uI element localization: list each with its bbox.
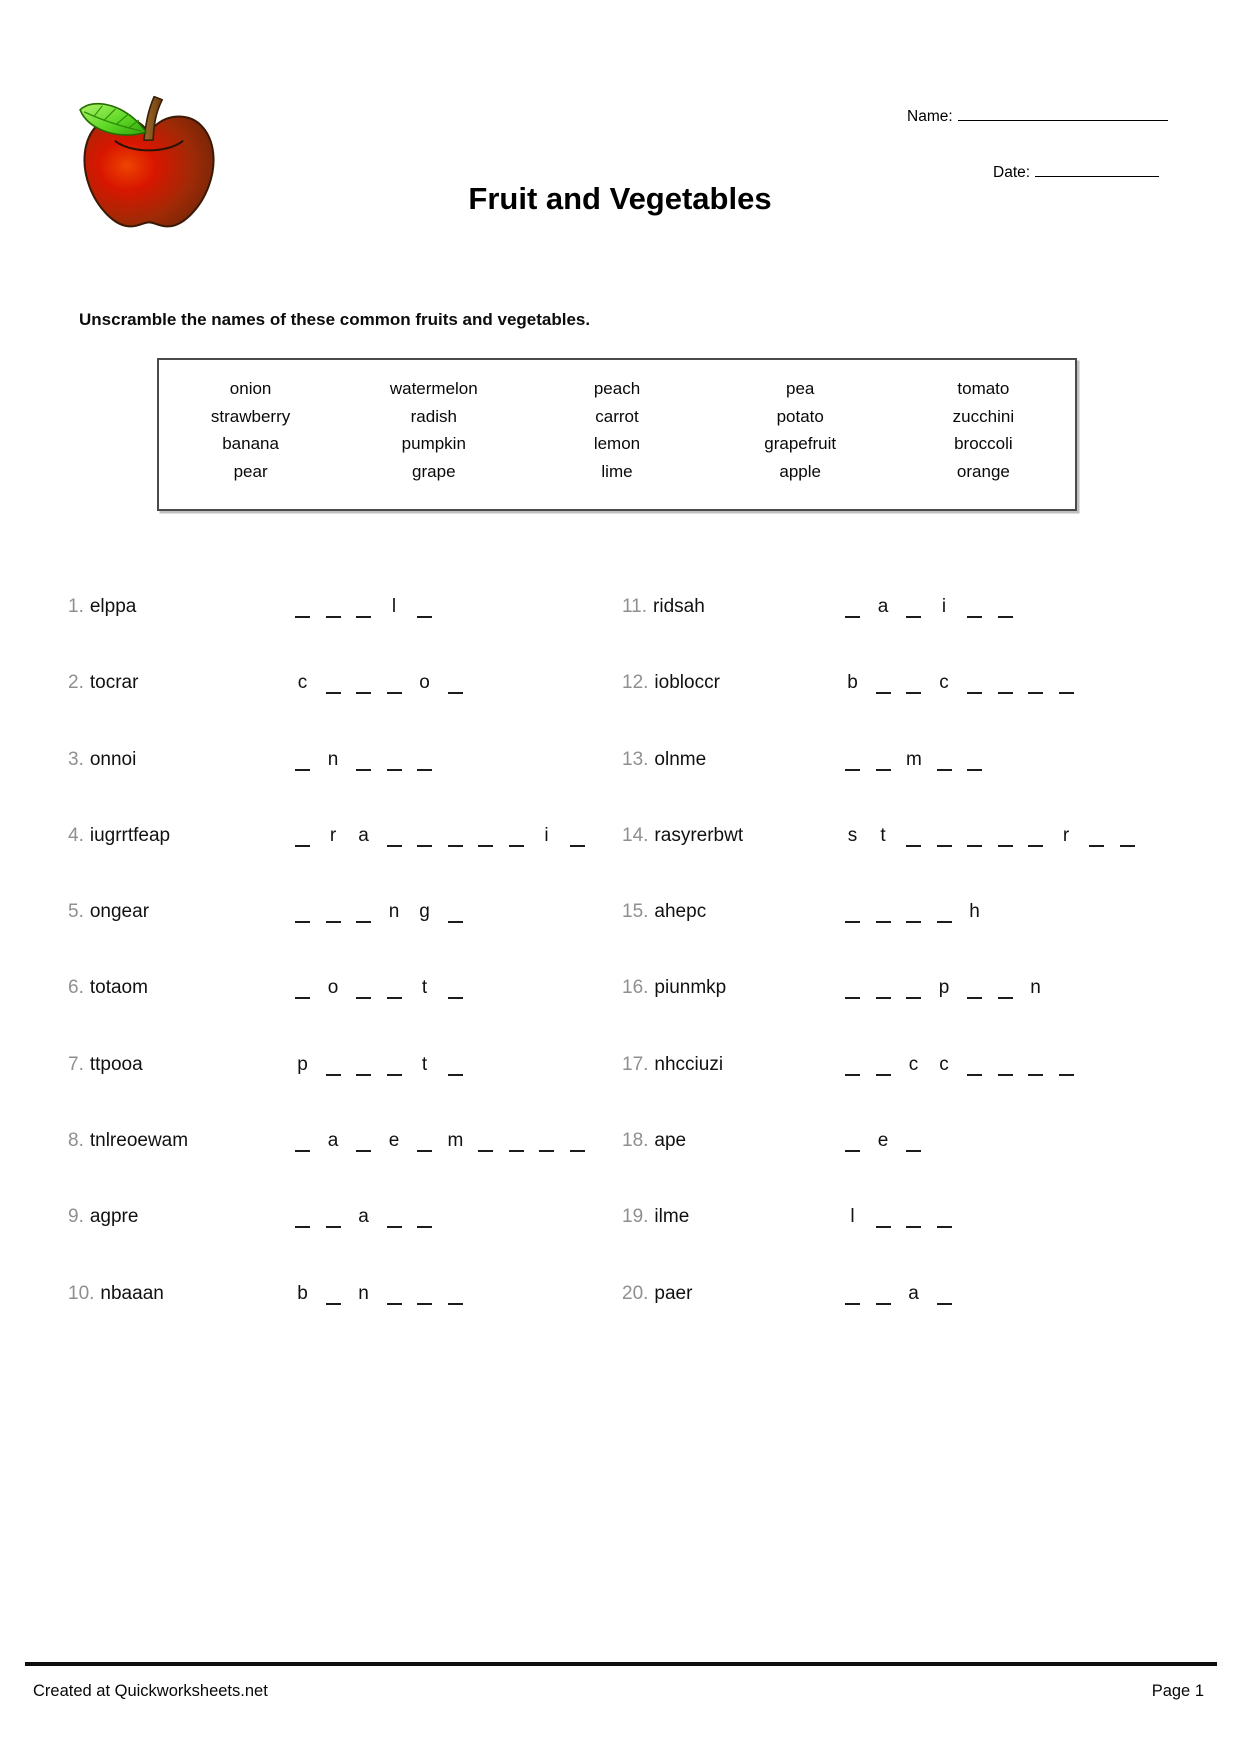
instruction-text: Unscramble the names of these common fruits and vegetables. bbox=[79, 310, 591, 329]
answer-blank bbox=[295, 595, 310, 618]
given-letter: t bbox=[421, 1053, 428, 1075]
answer-blank bbox=[906, 976, 921, 999]
answer-blank bbox=[417, 1282, 432, 1305]
answer-blank bbox=[326, 595, 341, 618]
answer-blank bbox=[387, 976, 402, 999]
footer-page-number: Page 1 bbox=[1151, 1682, 1204, 1700]
word-bank-item: carrot bbox=[595, 406, 639, 426]
answer-blank bbox=[937, 900, 952, 923]
given-letter: c bbox=[939, 672, 949, 694]
question-row bbox=[622, 824, 1150, 900]
scrambled-word: paer bbox=[654, 1282, 693, 1304]
given-letter: n bbox=[1030, 977, 1041, 999]
answer-blank bbox=[356, 976, 371, 999]
given-letter: p bbox=[938, 977, 950, 999]
answer-blank bbox=[967, 824, 982, 847]
answer-blank bbox=[967, 1053, 982, 1076]
given-letter: a bbox=[908, 1282, 919, 1304]
word-bank-box bbox=[157, 358, 1077, 511]
scrambled-word: tocrar bbox=[89, 672, 139, 694]
given-letter: t bbox=[421, 977, 428, 999]
date-label: Date: bbox=[993, 164, 1031, 181]
given-letter: m bbox=[447, 1130, 464, 1152]
questions-column-right bbox=[622, 595, 1150, 1358]
answer-blank bbox=[356, 671, 371, 694]
scrambled-word: ahepc bbox=[654, 901, 707, 923]
question-number: 20. bbox=[622, 1282, 649, 1304]
name-label: Name: bbox=[907, 108, 953, 125]
scrambled-word: totaom bbox=[89, 977, 148, 999]
questions-column-left bbox=[68, 595, 600, 1358]
footer-rule bbox=[25, 1662, 1217, 1666]
answer-blank bbox=[906, 1205, 921, 1228]
answer-blank bbox=[356, 900, 371, 923]
answer-blank bbox=[967, 671, 982, 694]
answer-blanks bbox=[845, 824, 1150, 849]
answer-blanks bbox=[295, 1053, 478, 1078]
given-letter: g bbox=[419, 901, 430, 923]
answer-blank bbox=[845, 1282, 860, 1305]
answer-blank bbox=[876, 976, 891, 999]
answer-blank bbox=[1028, 824, 1043, 847]
question-number: 4. bbox=[68, 824, 84, 846]
question-row bbox=[622, 1282, 1150, 1358]
word-bank-item: grape bbox=[412, 461, 456, 481]
answer-blanks bbox=[845, 671, 1089, 696]
answer-blank bbox=[906, 1129, 921, 1152]
answer-blanks bbox=[295, 595, 448, 620]
given-letter: a bbox=[327, 1130, 339, 1152]
given-letter: a bbox=[877, 596, 889, 617]
answer-blank bbox=[967, 748, 982, 771]
answer-blank bbox=[295, 976, 310, 999]
answer-blank bbox=[356, 748, 371, 771]
given-letter: m bbox=[906, 748, 922, 770]
answer-blank bbox=[876, 900, 891, 923]
scrambled-word: onnoi bbox=[89, 748, 137, 770]
date-write-line bbox=[1035, 160, 1159, 177]
answer-blank bbox=[1120, 824, 1135, 847]
answer-blank bbox=[937, 748, 952, 771]
answer-blank bbox=[478, 1129, 493, 1152]
word-bank-item: lime bbox=[601, 461, 633, 481]
question-number: 12. bbox=[622, 672, 649, 694]
answer-blank bbox=[326, 1282, 341, 1305]
answer-blank bbox=[998, 976, 1013, 999]
question-row bbox=[622, 671, 1150, 747]
answer-blank bbox=[876, 1205, 891, 1228]
answer-blank bbox=[417, 1129, 432, 1152]
answer-blank bbox=[967, 595, 982, 618]
answer-blank bbox=[906, 671, 921, 694]
question-number: 17. bbox=[622, 1053, 649, 1075]
given-letter: s bbox=[847, 824, 858, 846]
answer-blank bbox=[387, 1282, 402, 1305]
answer-blank bbox=[387, 1205, 402, 1228]
answer-blank bbox=[845, 1053, 860, 1076]
answer-blank bbox=[448, 1282, 463, 1305]
question-row bbox=[68, 1053, 600, 1129]
answer-blank bbox=[387, 824, 402, 847]
given-letter: i bbox=[544, 824, 549, 846]
answer-blank bbox=[570, 824, 585, 847]
word-bank-item: banana bbox=[222, 434, 279, 453]
answer-blank bbox=[1089, 824, 1104, 847]
scrambled-word: iobloccr bbox=[654, 672, 720, 694]
word-bank-item: grapefruit bbox=[764, 434, 837, 453]
answer-blank bbox=[387, 671, 402, 694]
question-number: 2. bbox=[68, 672, 84, 694]
question-row bbox=[68, 1129, 600, 1205]
question-row bbox=[68, 1282, 600, 1358]
given-letter: a bbox=[358, 1206, 369, 1228]
given-letter: t bbox=[880, 824, 886, 846]
answer-blanks bbox=[295, 1129, 600, 1154]
answer-blanks bbox=[295, 671, 478, 696]
answer-blank bbox=[387, 1053, 402, 1076]
answer-blanks bbox=[295, 1205, 448, 1230]
answer-blank bbox=[326, 1205, 341, 1228]
question-number: 11. bbox=[622, 596, 648, 617]
answer-blank bbox=[1059, 1053, 1074, 1076]
word-bank-item: lemon bbox=[593, 434, 641, 453]
answer-blank bbox=[998, 595, 1013, 618]
name-field bbox=[907, 104, 1168, 126]
answer-blank bbox=[845, 748, 860, 771]
answer-blanks bbox=[845, 1053, 1089, 1078]
scrambled-word: nbaaan bbox=[100, 1282, 164, 1304]
question-number: 19. bbox=[622, 1206, 649, 1228]
answer-blanks bbox=[295, 900, 478, 925]
word-bank-item: radish bbox=[410, 406, 457, 426]
scrambled-word: elppa bbox=[89, 596, 137, 617]
answer-blank bbox=[417, 824, 432, 847]
answer-blank bbox=[1028, 1053, 1043, 1076]
answer-blanks bbox=[845, 1282, 967, 1307]
given-letter: e bbox=[877, 1130, 889, 1152]
word-bank-item: peach bbox=[593, 379, 641, 398]
question-row bbox=[68, 595, 600, 671]
question-number: 3. bbox=[68, 748, 84, 770]
question-number: 7. bbox=[68, 1053, 84, 1075]
answer-blank bbox=[356, 1053, 371, 1076]
word-bank-item: broccoli bbox=[954, 434, 1013, 453]
given-letter: n bbox=[358, 1282, 369, 1304]
answer-blank bbox=[326, 900, 341, 923]
given-letter: c bbox=[939, 1053, 949, 1075]
answer-blanks bbox=[845, 900, 998, 925]
word-bank-item: strawberry bbox=[210, 406, 291, 426]
answer-blank bbox=[906, 824, 921, 847]
question-row bbox=[68, 671, 600, 747]
answer-blanks bbox=[845, 1205, 967, 1230]
answer-blanks bbox=[295, 748, 448, 773]
question-number: 13. bbox=[622, 748, 649, 770]
answer-blank bbox=[387, 748, 402, 771]
answer-blank bbox=[356, 595, 371, 618]
scrambled-word: olnme bbox=[654, 748, 707, 770]
scrambled-word: ilme bbox=[654, 1206, 690, 1228]
scrambled-word: nhcciuzi bbox=[654, 1053, 724, 1075]
worksheet-title: Fruit and Vegetables bbox=[468, 181, 772, 216]
question-row bbox=[68, 824, 600, 900]
scrambled-word: ttpooa bbox=[89, 1053, 143, 1075]
word-bank-item: watermelon bbox=[389, 379, 478, 398]
given-letter: o bbox=[327, 977, 339, 999]
given-letter: n bbox=[327, 748, 339, 770]
question-row bbox=[68, 748, 600, 824]
question-number: 14. bbox=[622, 824, 649, 846]
given-letter: b bbox=[847, 672, 858, 694]
given-letter: p bbox=[297, 1053, 308, 1075]
answer-blank bbox=[295, 1129, 310, 1152]
answer-blanks bbox=[295, 1282, 478, 1307]
answer-blank bbox=[326, 671, 341, 694]
scrambled-word: iugrrtfeap bbox=[89, 824, 171, 846]
answer-blank bbox=[906, 900, 921, 923]
scrambled-word: ridsah bbox=[653, 596, 705, 617]
word-bank-item: onion bbox=[229, 379, 272, 398]
answer-blank bbox=[448, 976, 463, 999]
answer-blank bbox=[998, 824, 1013, 847]
answer-blank bbox=[417, 595, 432, 618]
answer-blank bbox=[448, 671, 463, 694]
answer-blank bbox=[937, 824, 952, 847]
answer-blank bbox=[967, 976, 982, 999]
answer-blank bbox=[417, 748, 432, 771]
answer-blank bbox=[845, 595, 860, 618]
question-row bbox=[622, 976, 1150, 1052]
given-letter: b bbox=[297, 1282, 308, 1304]
answer-blank bbox=[876, 671, 891, 694]
question-number: 8. bbox=[68, 1130, 84, 1152]
question-row bbox=[622, 900, 1150, 976]
question-number: 16. bbox=[622, 977, 649, 999]
answer-blank bbox=[295, 748, 310, 771]
question-row bbox=[68, 900, 600, 976]
answer-blank bbox=[448, 1053, 463, 1076]
word-bank-item: pumpkin bbox=[401, 434, 466, 453]
word-bank-item: tomato bbox=[957, 379, 1010, 398]
given-letter: a bbox=[358, 824, 369, 846]
given-letter: r bbox=[1062, 824, 1070, 846]
answer-blank bbox=[876, 1282, 891, 1305]
answer-blank bbox=[876, 1053, 891, 1076]
answer-blanks bbox=[845, 1129, 937, 1154]
given-letter: o bbox=[419, 672, 430, 694]
answer-blank bbox=[326, 1053, 341, 1076]
answer-blank bbox=[1028, 671, 1043, 694]
answer-blank bbox=[539, 1129, 554, 1152]
answer-blank bbox=[876, 748, 891, 771]
question-row bbox=[622, 595, 1150, 671]
answer-blank bbox=[998, 1053, 1013, 1076]
scrambled-word: ape bbox=[654, 1130, 687, 1152]
word-bank-item: pea bbox=[786, 379, 815, 398]
question-row bbox=[622, 1129, 1150, 1205]
question-row bbox=[622, 1205, 1150, 1281]
answer-blank bbox=[937, 1205, 952, 1228]
given-letter: r bbox=[329, 824, 337, 846]
given-letter: h bbox=[969, 901, 980, 923]
answer-blanks bbox=[845, 976, 1059, 1001]
word-bank-item: zucchini bbox=[952, 406, 1015, 426]
answer-blank bbox=[509, 1129, 524, 1152]
given-letter: c bbox=[297, 672, 308, 694]
scrambled-word: tnlreoewam bbox=[89, 1130, 189, 1152]
answer-blank bbox=[448, 824, 463, 847]
answer-blank bbox=[570, 1129, 585, 1152]
scrambled-word: ongear bbox=[89, 901, 150, 923]
word-bank-item: pear bbox=[233, 461, 268, 481]
answer-blank bbox=[845, 1129, 860, 1152]
answer-blanks bbox=[295, 824, 600, 849]
answer-blank bbox=[478, 824, 493, 847]
given-letter: e bbox=[388, 1130, 400, 1152]
answer-blanks bbox=[845, 748, 998, 773]
date-field bbox=[993, 160, 1159, 182]
scrambled-word: rasyrerbwt bbox=[654, 824, 744, 846]
answer-blank bbox=[509, 824, 524, 847]
answer-blank bbox=[937, 1282, 952, 1305]
question-number: 5. bbox=[68, 901, 84, 923]
question-row bbox=[622, 748, 1150, 824]
answer-blank bbox=[1059, 671, 1074, 694]
answer-blanks bbox=[295, 976, 478, 1001]
given-letter: c bbox=[908, 1053, 919, 1075]
answer-blank bbox=[356, 1129, 371, 1152]
name-write-line bbox=[958, 104, 1168, 121]
answer-blank bbox=[295, 900, 310, 923]
question-number: 18. bbox=[622, 1130, 649, 1152]
question-row bbox=[68, 976, 600, 1052]
question-number: 15. bbox=[622, 901, 649, 923]
answer-blank bbox=[295, 1205, 310, 1228]
answer-blank bbox=[417, 1205, 432, 1228]
answer-blank bbox=[906, 595, 921, 618]
question-number: 10. bbox=[68, 1282, 95, 1304]
given-letter: n bbox=[388, 901, 400, 923]
answer-blanks bbox=[845, 595, 1028, 620]
question-number: 6. bbox=[68, 977, 84, 999]
footer-credit: Created at Quickworksheets.net bbox=[33, 1682, 268, 1700]
scrambled-word: agpre bbox=[89, 1206, 139, 1228]
answer-blank bbox=[448, 900, 463, 923]
question-number: 9. bbox=[68, 1206, 84, 1228]
question-number: 1. bbox=[68, 596, 84, 617]
word-bank-item: orange bbox=[956, 461, 1010, 481]
answer-blank bbox=[998, 671, 1013, 694]
answer-blank bbox=[845, 900, 860, 923]
answer-blank bbox=[295, 824, 310, 847]
question-row bbox=[68, 1205, 600, 1281]
question-row bbox=[622, 1053, 1150, 1129]
given-letter: l bbox=[391, 596, 397, 617]
word-bank-item: apple bbox=[779, 461, 821, 481]
scrambled-word: piunmkp bbox=[654, 977, 727, 999]
word-bank-item: potato bbox=[776, 406, 824, 426]
given-letter: i bbox=[941, 596, 947, 617]
word-bank-grid bbox=[159, 360, 1075, 485]
given-letter: l bbox=[850, 1206, 855, 1228]
answer-blank bbox=[845, 976, 860, 999]
